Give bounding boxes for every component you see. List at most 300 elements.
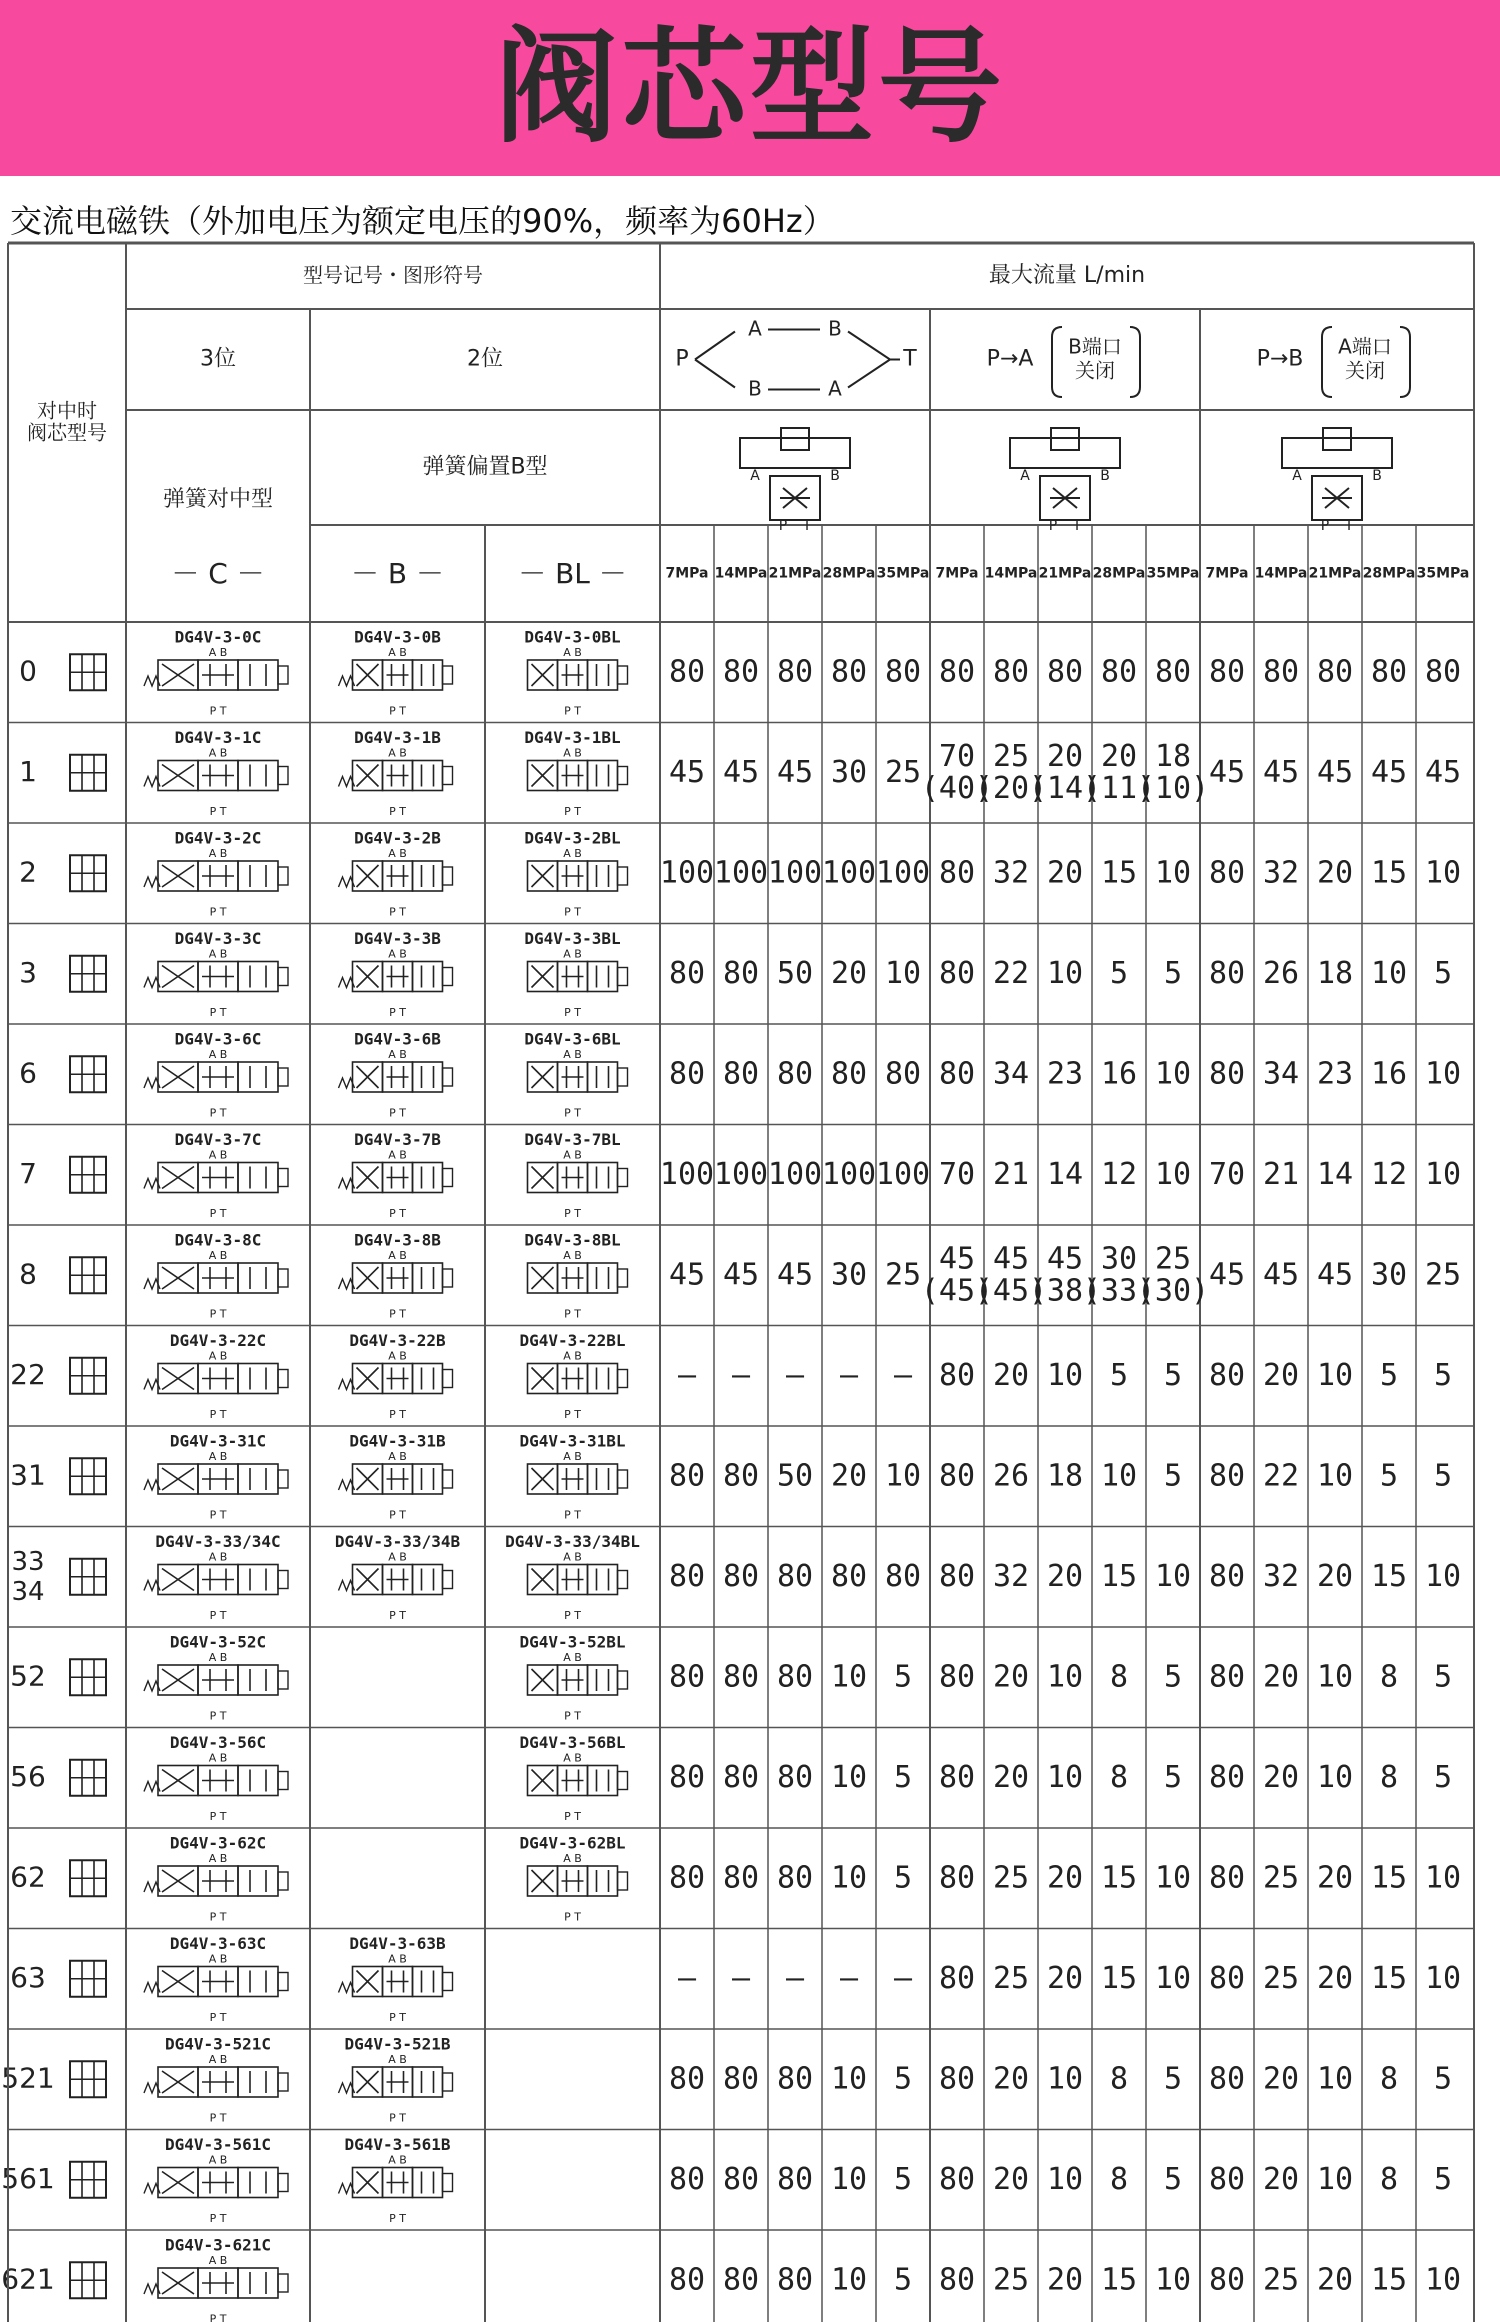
flow-value: 80 (1208, 1357, 1246, 1393)
svg-text:A: A (1020, 468, 1030, 484)
port-ab-label: A B (208, 1952, 228, 1966)
flow-path-arrows (695, 330, 900, 390)
valve-schematic-icon (339, 1062, 453, 1092)
flow-value: 80 (1316, 653, 1354, 689)
flow-value: 10 (884, 1457, 922, 1493)
model-code-bl: DG4V-3-6BL (524, 1029, 621, 1049)
pressure-label: 21MPa (768, 565, 822, 582)
port-ab-label: A B (208, 1148, 228, 1162)
flow-value: 10 (830, 2060, 868, 2096)
flow-value: 10 (1046, 1759, 1084, 1795)
flow-value: 80 (1262, 653, 1300, 689)
port-ab-label: A B (563, 646, 582, 659)
valve-schematic-icon (144, 761, 288, 791)
flow-value: 100 (875, 1156, 931, 1192)
spool-symbol-icon (70, 855, 106, 891)
flow-value: 10 (1154, 1156, 1192, 1192)
pressure-label: 7MPa (935, 565, 979, 582)
flow-value: — (677, 1357, 697, 1393)
model-code-bl: DG4V-3-3BL (524, 929, 621, 948)
port-ab-label: A B (388, 1952, 407, 1966)
pressure-label: 28MPa (1362, 565, 1416, 582)
flow-value: — (785, 1960, 805, 1996)
port-ab-label: A B (563, 947, 582, 961)
table-row (70, 1760, 628, 1796)
table-row (70, 1559, 628, 1595)
spool-number: 1 (19, 754, 37, 788)
port-pt-label: P T (209, 1307, 227, 1321)
spool-symbol-icon (70, 1559, 106, 1595)
table-row (70, 1157, 628, 1193)
flow-value: 80 (776, 1859, 814, 1895)
svg-text:A: A (1292, 468, 1302, 484)
flow-value: 5 (1433, 1759, 1453, 1795)
spool-number: 621 (1, 2262, 55, 2296)
model-code-c: DG4V-3-56C (169, 1733, 267, 1752)
flow-value: 25 (992, 2261, 1030, 2297)
flow-value: — (893, 1960, 913, 1996)
table-row (70, 2061, 453, 2097)
flow-value: 10 (1046, 955, 1084, 991)
flow-value: 5 (893, 1759, 913, 1795)
port-ab-label: A B (388, 947, 407, 961)
model-code-b: DG4V-3-2B (354, 828, 441, 848)
flow-value: 80 (830, 653, 868, 689)
spool-number: 7 (19, 1156, 37, 1190)
flow-value: 30 (1370, 1256, 1408, 1292)
model-code-bl: DG4V-3-0BL (524, 627, 621, 647)
model-code-bl: DG4V-3-52BL (519, 1632, 626, 1652)
valve-schematic-icon (339, 761, 453, 791)
port-pt-label: P T (389, 704, 406, 718)
valve-schematic-icon (339, 1967, 453, 1997)
port-pt-label: P T (564, 1307, 581, 1321)
flow-value: 100 (875, 854, 931, 890)
flow-value: 80 (776, 653, 814, 689)
flow-value: 80 (668, 955, 706, 991)
spool-number: 3 (19, 955, 37, 989)
flow-value: 10 (1424, 1055, 1462, 1091)
spring-center-header: 弹簧对中型 (162, 487, 274, 512)
flow-value: 80 (776, 2261, 814, 2297)
flow-value: 80 (884, 1558, 922, 1594)
flow-value: 80 (668, 1759, 706, 1795)
port-pt-label: P T (209, 2111, 227, 2125)
flow-value: 34 (992, 1055, 1030, 1091)
flow-value: 26 (992, 1457, 1030, 1493)
model-code-c: DG4V-3-621C (165, 2235, 271, 2255)
port-pt-label: P T (389, 1609, 406, 1622)
flow-value: 32 (1262, 1558, 1300, 1594)
spool-symbol-icon (70, 1157, 106, 1193)
svg-text:P: P (778, 518, 788, 534)
flow-value: 80 (722, 1859, 760, 1895)
spool-symbol-icon (70, 755, 106, 791)
flow-value: 5 (893, 1859, 913, 1895)
svg-text:B: B (830, 468, 840, 484)
flow-value: 20 (992, 1658, 1030, 1694)
flow-value: 80 (1046, 653, 1084, 689)
valve-schematic-icon (528, 1263, 628, 1293)
page-title: 阀芯型号 (493, 16, 1006, 160)
flow-value: 80 (668, 2161, 706, 2197)
flow-value: 20 (830, 955, 868, 991)
flow-value: 10 (1154, 854, 1192, 890)
flow-value: 10 (1046, 2060, 1084, 2096)
valve-schematic-icon (528, 1565, 628, 1595)
flow-value: 10 (1046, 2161, 1084, 2197)
valve-schematic-icon (144, 962, 288, 992)
port-ab-label: A B (563, 746, 582, 760)
port-pt-label: P T (389, 2011, 406, 2024)
port-pt-label: P T (564, 905, 581, 919)
flow-value: 80 (830, 1055, 868, 1091)
flow-value: 15 (1370, 2261, 1408, 2297)
flow-value: 8 (1109, 2060, 1129, 2096)
flow-value: 20 (1046, 854, 1084, 890)
port-ab-label: A B (208, 1751, 228, 1765)
flow-value: 80 (668, 2261, 706, 2297)
flow-value: 45 (722, 754, 760, 790)
port-ab-label: A B (563, 1651, 582, 1664)
model-code-c: DG4V-3-2C (174, 828, 262, 848)
port-pt-label: P T (564, 1508, 581, 1522)
valve-schematic-icon (339, 1263, 453, 1293)
flow-value: 10 (1316, 1457, 1354, 1493)
flow-value: 80 (776, 1759, 814, 1795)
port-ab-label: A B (208, 746, 228, 760)
flow-value: — (731, 1357, 751, 1393)
flow-value: 45 (45) (974, 1240, 1048, 1308)
pressure-label: 35MPa (1416, 565, 1470, 582)
flow-value: 5 (1109, 1357, 1129, 1393)
spool-symbol-icon (70, 1458, 106, 1494)
port-pt-label: P T (209, 1910, 227, 1924)
flow-value: 5 (1163, 2161, 1183, 2197)
flow-value: 5 (1433, 2060, 1453, 2096)
valve-schematic-icon (144, 660, 288, 690)
flow-value: 5 (1433, 1658, 1453, 1694)
flow-value: 8 (1379, 1759, 1399, 1795)
valve-schematic-icon (339, 861, 453, 891)
flow-value: 20 (992, 1357, 1030, 1393)
flow-value: 20 (992, 2161, 1030, 2197)
spool-number: 33 34 (11, 1546, 45, 1607)
flow-value: 15 (1100, 854, 1138, 890)
valve-schematic-icon (339, 2067, 453, 2097)
flow-value: 15 (1100, 1960, 1138, 1996)
model-code-bl: DG4V-3-7BL (524, 1130, 621, 1149)
col-c-header: － C － (171, 557, 265, 590)
flow-value: 45 (1424, 754, 1462, 790)
port-pt-label: P T (209, 1810, 227, 1823)
model-code-c: DG4V-3-22C (169, 1331, 267, 1350)
spool-number: 22 (10, 1357, 46, 1391)
flow-value: 10 (1154, 1859, 1192, 1895)
flow-value: 10 (1424, 1859, 1462, 1895)
port-ab-label: A B (388, 1349, 407, 1363)
flow-value: 80 (1370, 653, 1408, 689)
flow-value: 80 (668, 1658, 706, 1694)
port-pt-label: P T (209, 1408, 227, 1421)
flow-value: 80 (1424, 653, 1462, 689)
spool-symbol-icon (70, 2162, 106, 2198)
flow-value: 80 (938, 854, 976, 890)
port-ab-label: A B (208, 2053, 228, 2066)
spool-symbol-icon (70, 1056, 106, 1092)
flow-value: 80 (938, 1759, 976, 1795)
model-code-c: DG4V-3-3C (174, 929, 262, 948)
model-symbol-header: 型号记号・图形符号 (303, 262, 483, 287)
flow-value: 45 (1370, 754, 1408, 790)
flow-value: 30 (830, 1256, 868, 1292)
flow-value: 5 (1433, 1457, 1453, 1493)
flow-value: 15 (1100, 1558, 1138, 1594)
flow-value: 45 (38) (1028, 1240, 1102, 1308)
flow-value: 8 (1109, 2161, 1129, 2197)
flow-value: 100 (713, 854, 769, 890)
model-code-c: DG4V-3-7C (174, 1130, 262, 1149)
flow-value: 14 (1046, 1156, 1084, 1192)
port-pt-label: P T (564, 1609, 581, 1622)
flow-value: — (731, 1960, 751, 1996)
flow-value: 10 (1424, 1960, 1462, 1996)
spool-symbol-icon (70, 654, 106, 690)
flow-value: 20 (1316, 2261, 1354, 2297)
port-ab-label: A B (208, 2153, 228, 2167)
flow-value: 20 (1262, 1759, 1300, 1795)
flow-value: 10 (1100, 1457, 1138, 1493)
port-pt-label: P T (209, 1207, 227, 1220)
flow-value: 45 (1262, 1256, 1300, 1292)
flow-value: 80 (722, 1558, 760, 1594)
flow-value: 10 (830, 2261, 868, 2297)
model-code-bl: DG4V-3-31BL (519, 1431, 626, 1451)
table-row (70, 956, 628, 992)
model-code-bl: DG4V-3-56BL (519, 1733, 626, 1752)
port-ab-label: A B (563, 847, 582, 860)
port-pt-label: P T (209, 2011, 227, 2024)
model-code-bl: DG4V-3-2BL (524, 828, 621, 848)
valve-schematic-icon (528, 861, 628, 891)
flow-value: 32 (992, 1558, 1030, 1594)
flow-value: 34 (1262, 1055, 1300, 1091)
model-code-b: DG4V-3-63B (349, 1934, 446, 1953)
flow-value: 45 (776, 1256, 814, 1292)
spring-offset-header: 弹簧偏置B型 (422, 454, 548, 480)
flow-value: 5 (1379, 1357, 1399, 1393)
pressure-label: 14MPa (1254, 565, 1308, 582)
port-ab-label: A B (563, 1550, 582, 1564)
flow-value: 10 (1316, 1658, 1354, 1694)
flow-value: 32 (1262, 854, 1300, 890)
flow-value: 80 (1208, 1859, 1246, 1895)
flow-value: 80 (776, 1558, 814, 1594)
valve-schematic-icon (528, 962, 628, 992)
flow-value: 32 (992, 854, 1030, 890)
port-pt-label: P T (564, 1006, 581, 1019)
flow-value: 80 (722, 2060, 760, 2096)
model-code-c: DG4V-3-0C (174, 627, 262, 647)
flow-value: 80 (938, 1457, 976, 1493)
flow-value: 21 (992, 1156, 1030, 1192)
port-symbol-g1 (740, 428, 850, 534)
flow-value: 80 (776, 2161, 814, 2197)
flow-value: 25 (30) (1136, 1240, 1210, 1308)
flow-value: 100 (821, 1156, 877, 1192)
valve-schematic-icon (528, 1364, 628, 1394)
valve-schematic-icon (528, 1766, 628, 1796)
flow-value: 80 (1208, 653, 1246, 689)
table-row (70, 1659, 628, 1695)
flow-value: 15 (1100, 1859, 1138, 1895)
port-pt-label: P T (564, 1810, 581, 1823)
pressure-label: 28MPa (822, 565, 876, 582)
table-row (70, 1961, 453, 1997)
model-code-b: DG4V-3-561B (344, 2135, 451, 2154)
valve-schematic-icon (144, 1967, 288, 1997)
flow-value: 5 (1163, 1658, 1183, 1694)
valve-schematic-icon (144, 1565, 288, 1595)
spool-number: 2 (19, 855, 37, 889)
spool-symbol-icon (70, 2262, 106, 2298)
flow-value: 80 (1208, 1960, 1246, 1996)
flow-value: 5 (1163, 2060, 1183, 2096)
valve-schematic-icon (144, 1866, 288, 1896)
valve-schematic-icon (144, 2168, 288, 2198)
port-pt-label: P T (209, 1106, 227, 1120)
flow-value: 100 (659, 854, 715, 890)
flow-value: 5 (1163, 1759, 1183, 1795)
pressure-label: 35MPa (1146, 565, 1200, 582)
pos3-header: 3位 (200, 346, 236, 372)
valve-schematic-icon (144, 1263, 288, 1293)
port-ab-label: A B (563, 1751, 582, 1765)
port-pt-label: P T (389, 1207, 406, 1220)
port-pt-label: P T (209, 1508, 227, 1522)
table-row (70, 855, 628, 891)
model-code-bl: DG4V-3-8BL (524, 1230, 621, 1250)
flow-value: 18 (1316, 955, 1354, 991)
model-code-c: DG4V-3-6C (174, 1029, 262, 1049)
svg-text:P: P (1048, 518, 1058, 534)
flow-value: 25 (1262, 2261, 1300, 2297)
flow-value: 10 (1154, 1558, 1192, 1594)
flow-value: 10 (1154, 1055, 1192, 1091)
flow-value: 80 (992, 653, 1030, 689)
port-ab-label: A B (208, 947, 228, 961)
port-ab-label: A B (208, 847, 228, 860)
port-pt-label: P T (564, 1408, 581, 1421)
svg-text:B: B (1372, 468, 1382, 484)
port-pt-label: P T (564, 1910, 581, 1924)
flow-value: 23 (1046, 1055, 1084, 1091)
model-code-b: DG4V-3-8B (354, 1230, 441, 1250)
flow-value: 8 (1109, 1658, 1129, 1694)
flow-value: 20 (1046, 1558, 1084, 1594)
valve-schematic-icon (339, 1163, 453, 1193)
flow-value: 80 (668, 1457, 706, 1493)
col-b-header: － B － (350, 557, 445, 590)
port-ab-label: A B (563, 1852, 582, 1865)
flow-value: 20 (1316, 1558, 1354, 1594)
table-row (70, 2162, 453, 2198)
flow-value: 20 (11) (1082, 738, 1156, 806)
flow-value: 12 (1100, 1156, 1138, 1192)
g3-port-closed-label: A端口关闭 (1338, 334, 1392, 382)
flow-value: 100 (767, 1156, 823, 1192)
flow-label-p: P (675, 346, 689, 372)
port-pt-label: P T (389, 805, 406, 818)
valve-schematic-icon (528, 660, 628, 690)
model-code-b: DG4V-3-3B (354, 929, 441, 948)
valve-schematic-icon (528, 1665, 628, 1695)
flow-value: 5 (1163, 955, 1183, 991)
model-code-bl: DG4V-3-33/34BL (505, 1532, 640, 1551)
flow-value: — (893, 1357, 913, 1393)
flow-value: 80 (884, 1055, 922, 1091)
flow-value: 22 (1262, 1457, 1300, 1493)
flow-value: 5 (1163, 1457, 1183, 1493)
port-ab-label: A B (208, 2254, 228, 2267)
flow-value: 80 (938, 1055, 976, 1091)
port-pt-label: P T (564, 805, 581, 818)
flow-value: 20 (14) (1028, 738, 1102, 806)
spool-number: 521 (1, 2061, 55, 2095)
port-ab-label: A B (563, 1450, 582, 1463)
flow-value: 10 (1424, 2261, 1462, 2297)
flow-value: 14 (1316, 1156, 1354, 1192)
flow-value: 10 (830, 1759, 868, 1795)
port-pt-label: P T (389, 1106, 406, 1120)
table-row (70, 1458, 628, 1494)
flow-value: 80 (1208, 955, 1246, 991)
flow-value: 10 (830, 2161, 868, 2197)
model-code-b: DG4V-3-22B (349, 1331, 446, 1350)
svg-text:P: P (1320, 518, 1330, 534)
g3-flow-label: P→B (1256, 346, 1304, 372)
flow-value: 30 (830, 754, 868, 790)
flow-value: 15 (1370, 1960, 1408, 1996)
port-pt-label: P T (389, 1408, 406, 1421)
table-row (70, 2262, 288, 2298)
port-pt-label: P T (389, 2111, 406, 2125)
flow-label-a2: A (828, 376, 842, 400)
flow-value: 20 (1262, 1658, 1300, 1694)
spool-number: 561 (1, 2161, 55, 2195)
port-ab-label: A B (208, 646, 228, 659)
svg-text:T: T (802, 518, 812, 534)
flow-value: 15 (1370, 1859, 1408, 1895)
flow-value: 8 (1379, 1658, 1399, 1694)
port-ab-label: A B (388, 1450, 407, 1463)
flow-value: 80 (1208, 1759, 1246, 1795)
spool-number: 0 (19, 654, 37, 688)
valve-schematic-icon (339, 962, 453, 992)
flow-value: 80 (668, 2060, 706, 2096)
flow-value: 10 (1046, 1357, 1084, 1393)
flow-value: 16 (1370, 1055, 1408, 1091)
flow-value: 5 (1433, 1357, 1453, 1393)
flow-value: 8 (1379, 2161, 1399, 2197)
svg-text:A: A (750, 468, 760, 484)
flow-value: 45 (722, 1256, 760, 1292)
model-code-c: DG4V-3-52C (169, 1632, 267, 1652)
valve-schematic-icon (339, 2168, 453, 2198)
flow-value: 10 (884, 955, 922, 991)
flow-value: 45 (776, 754, 814, 790)
flow-value: 25 (20) (974, 738, 1048, 806)
